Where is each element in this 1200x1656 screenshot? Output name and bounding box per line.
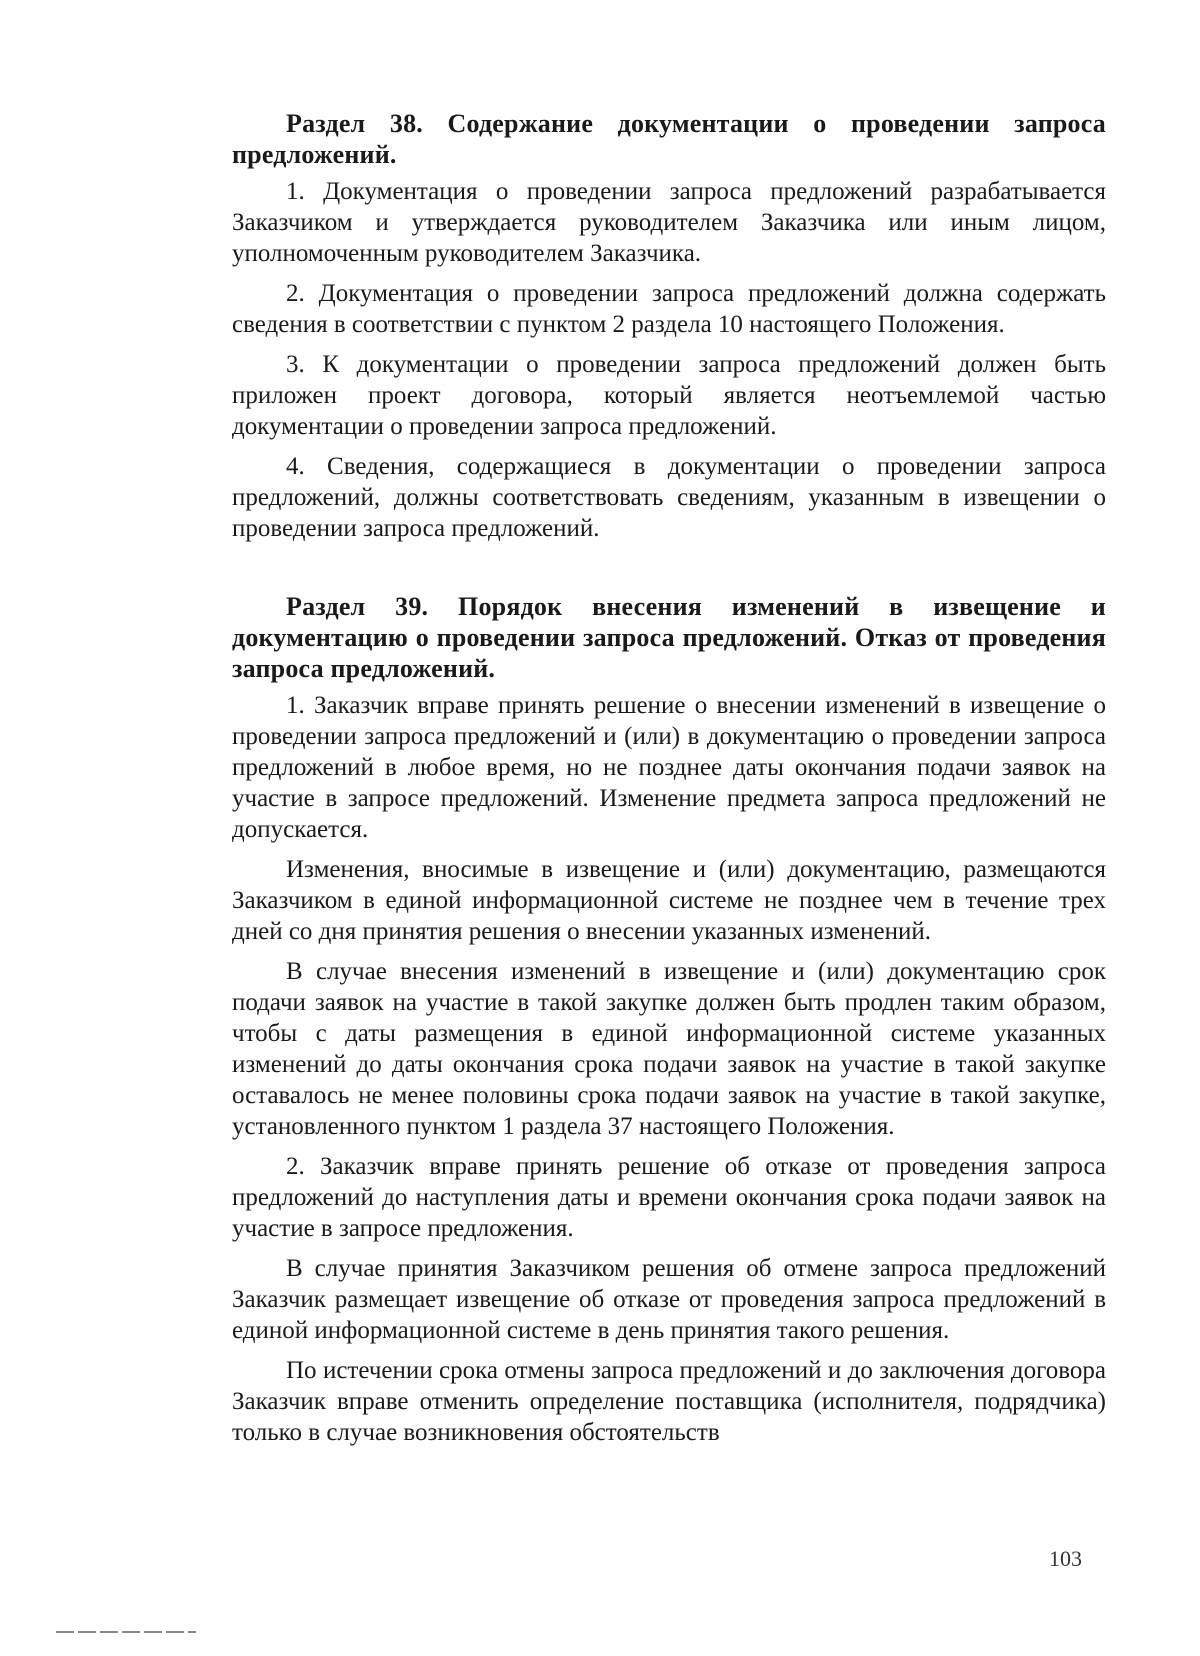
section-spacer (232, 553, 1106, 591)
section-39-paragraph-3: В случае внесения изменений в извещение и (или) документацию срок подачи заявок на участие в такой закупке должен быть продлен таким образом, чтобы с даты размещения в единой информационной системе указанных изменений до даты окончания срока подачи заявок на участие в такой закупке оставалось не менее половины срока подачи заявок на участие в такой закупке, установленного пунктом 1 раздела 37 настоящего Положения. (232, 958, 1106, 1140)
document-body (232, 108, 1106, 1457)
section-39-paragraph-1: 1. Заказчик вправе принять решение о внесении изменений в извещение о проведении запроса предложений и (или) в документацию о проведении запроса предложений в любое время, но не позднее даты окончания подачи заявок на участие в запросе предложений. Изменение предмета запроса предложений не допускается. (232, 692, 1106, 843)
section-38-paragraph-3: 3. К документации о проведении запроса предложений должен быть приложен проект договора, который является неотъемлемой частью документации о проведении запроса предложений. (232, 351, 1106, 440)
section-39-heading: Раздел 39. Порядок внесения изменений в извещение и документацию о проведении запроса предложений. Отказ от проведения запроса предложений. (232, 592, 1106, 683)
scan-artifact-line (56, 1631, 196, 1633)
section-39-paragraph-6: По истечении срока отмены запроса предложений и до заключения договора Заказчик вправе отменить определение поставщика (исполнителя, подрядчика) только в случае возникновения обстоятельств (232, 1357, 1106, 1446)
section-38-paragraph-4: 4. Сведения, содержащиеся в документации о проведении запроса предложений, должны соответствовать сведениям, указанным в извещении о проведении запроса предложений. (232, 453, 1106, 542)
section-38-paragraph-2: 2. Документация о проведении запроса предложений должна содержать сведения в соответствии с пунктом 2 раздела 10 настоящего Положения. (232, 280, 1106, 338)
section-38-paragraph-1: 1. Документация о проведении запроса предложений разрабатывается Заказчиком и утверждается руководителем Заказчика или иным лицом, уполномоченным руководителем Заказчика. (232, 178, 1106, 267)
section-39-paragraph-4: 2. Заказчик вправе принять решение об отказе от проведения запроса предложений до наступления даты и времени окончания срока подачи заявок на участие в запросе предложения. (232, 1153, 1106, 1242)
page-number: 103 (1049, 1546, 1082, 1571)
section-39-paragraph-5: В случае принятия Заказчиком решения об отмене запроса предложений Заказчик размещает извещение об отказе от проведения запроса предложений в единой информационной системе в день принятия такого решения. (232, 1255, 1106, 1344)
section-38-heading: Раздел 38. Содержание документации о проведении запроса предложений. (232, 109, 1106, 169)
section-39-paragraph-2: Изменения, вносимые в извещение и (или) документацию, размещаются Заказчиком в единой информационной системе не позднее чем в течение трех дней со дня принятия решения о внесении указанных изменений. (232, 856, 1106, 945)
